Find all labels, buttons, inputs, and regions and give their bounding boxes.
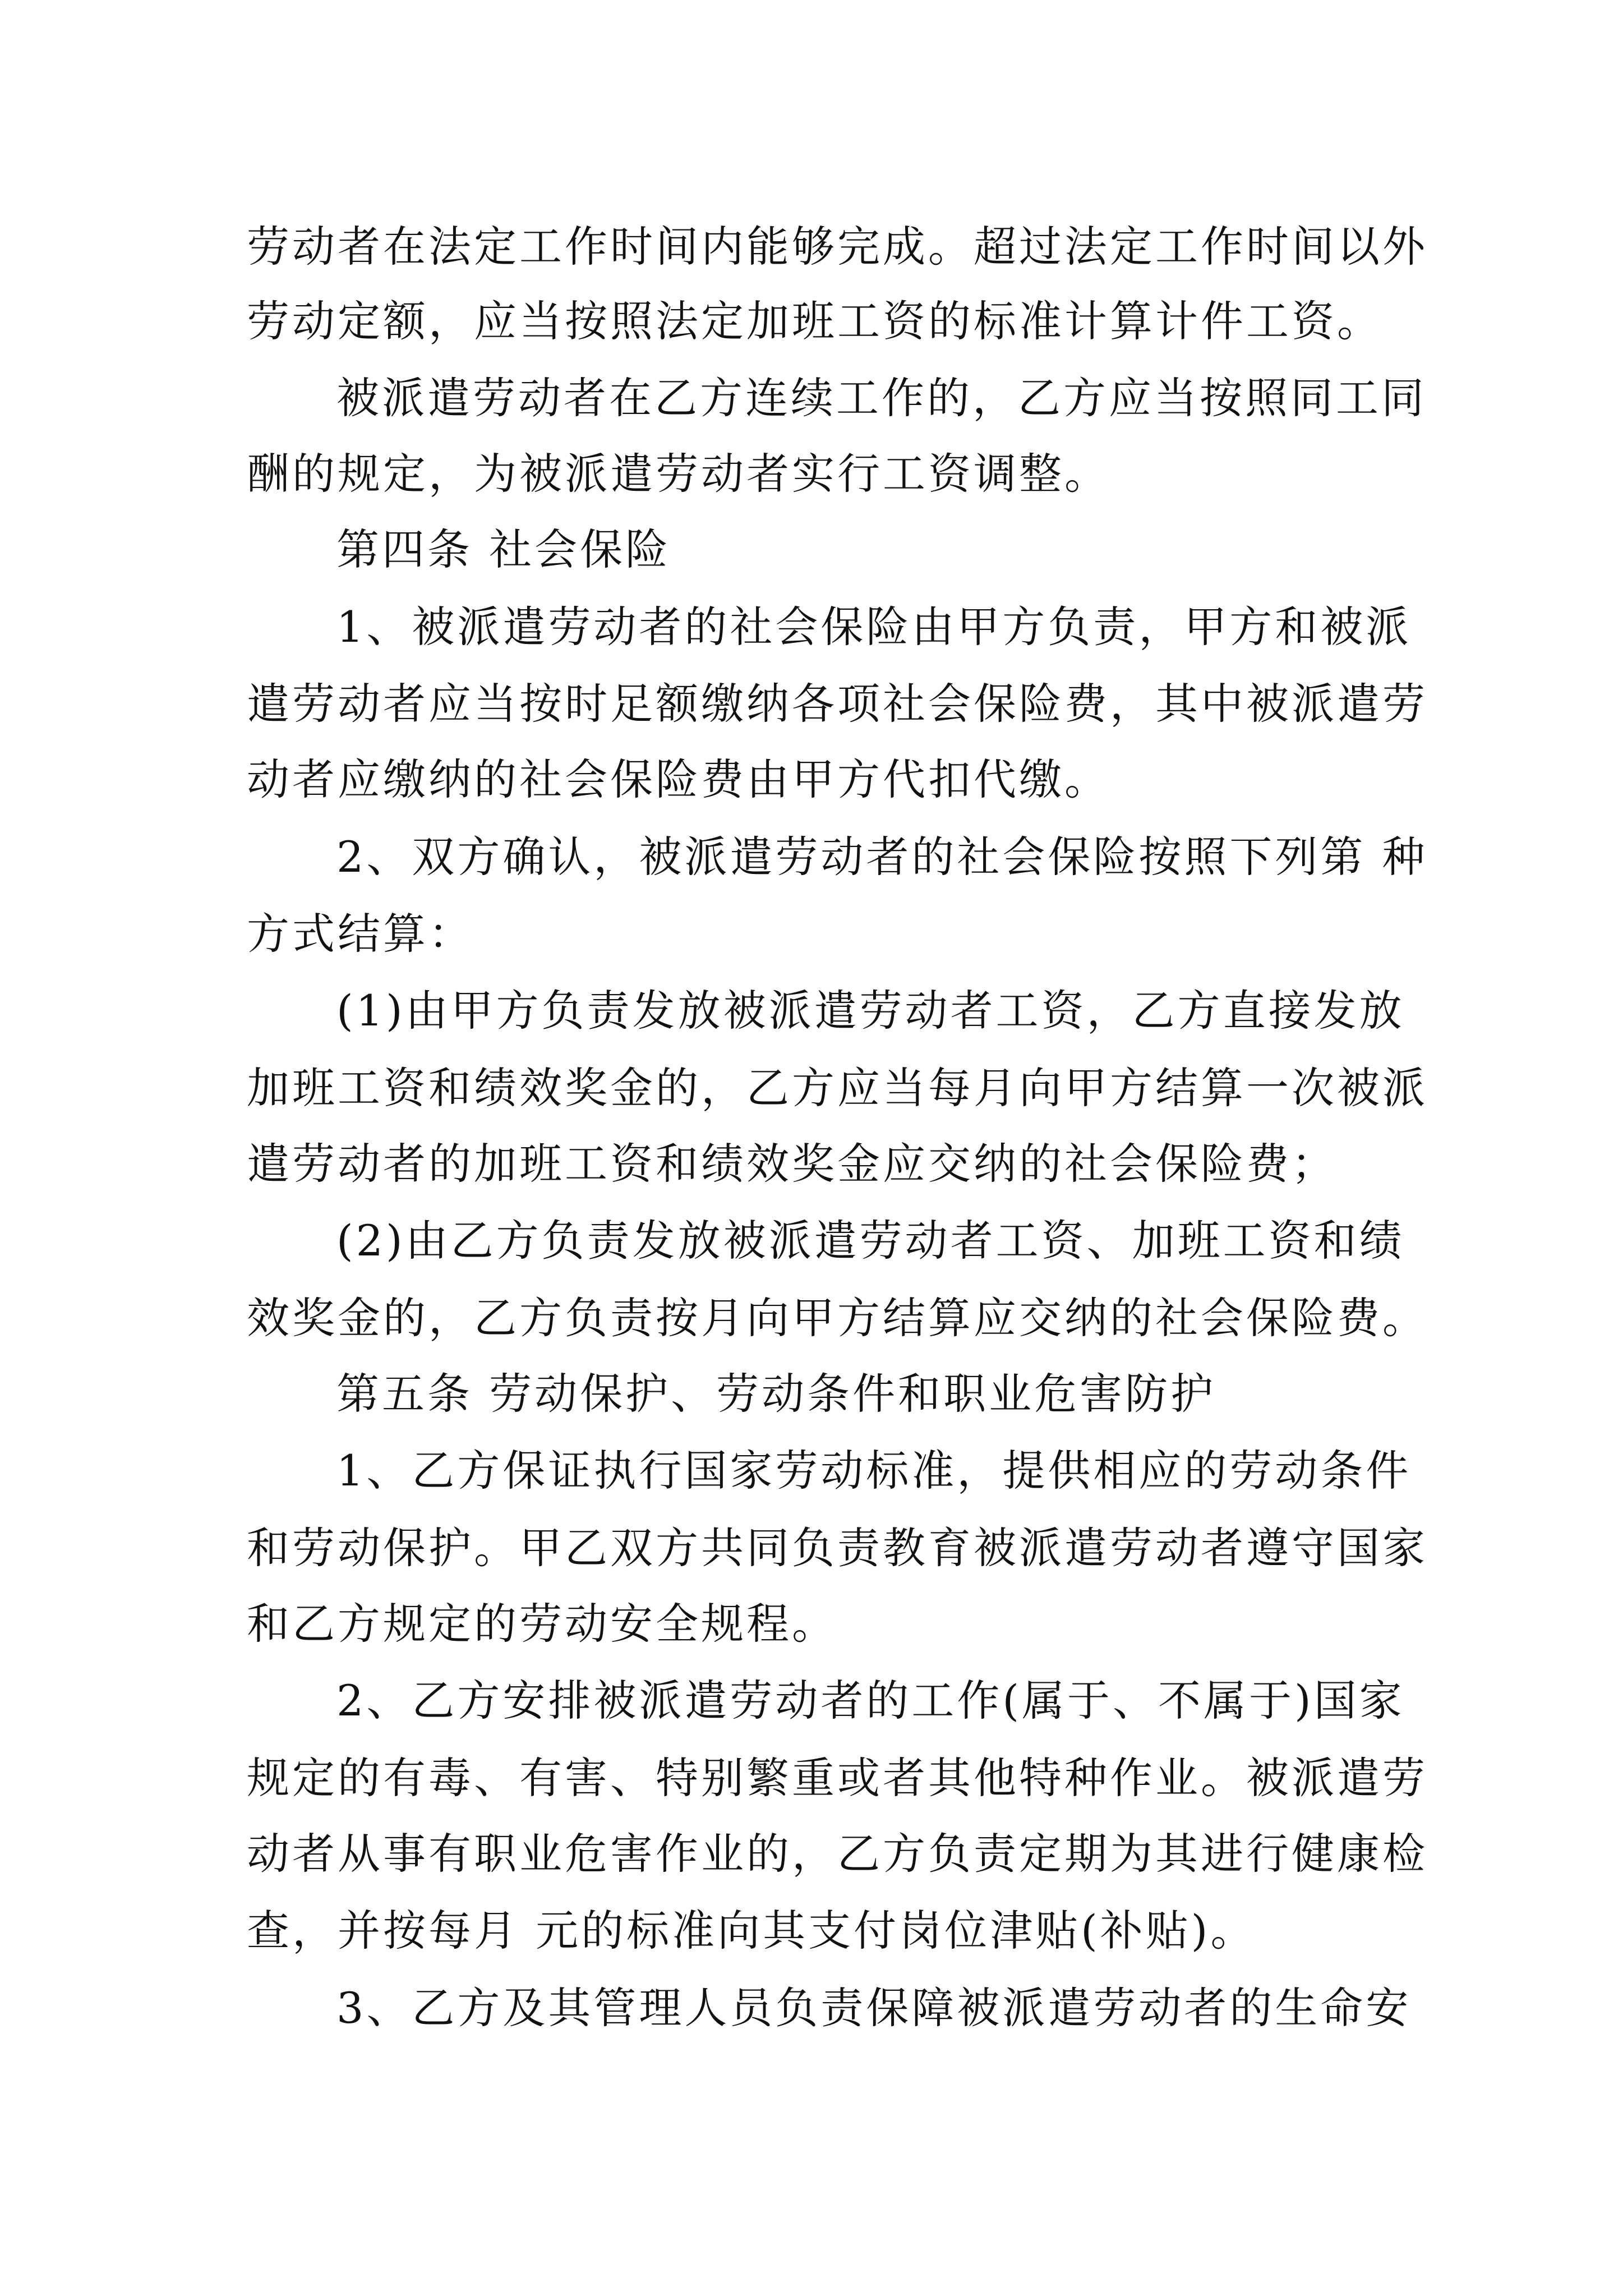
text-line-18: 和劳动保护。甲乙双方共同负责教育被派遣劳动者遵守国家 [247,1523,1428,1573]
section-heading-5: 第五条 劳动保护、劳动条件和职业危害防护 [336,1369,1216,1419]
text-line-19: 和乙方规定的劳动安全规程。 [247,1599,837,1649]
text-line-17: 1、乙方保证执行国家劳动标准，提供相应的劳动条件 [336,1446,1412,1496]
text-line-14: (2)由乙方负责发放被派遣劳动者工资、加班工资和绩 [336,1216,1405,1266]
text-line-13: 遣劳动者的加班工资和绩效奖金应交纳的社会保险费； [247,1139,1337,1189]
text-line-2: 劳动定额，应当按照法定加班工资的标准计算计件工资。 [247,296,1382,346]
text-line-24: 3、乙方及其管理人员负责保障被派遣劳动者的生命安 [336,1983,1412,2033]
text-line-8: 动者应缴纳的社会保险费由甲方代扣代缴。 [247,754,1110,804]
text-line-3: 被派遣劳动者在乙方连续工作的，乙方应当按照同工同 [336,373,1427,423]
text-line-4: 酬的规定，为被派遣劳动者实行工资调整。 [247,449,1110,499]
text-line-22: 动者从事有职业危害作业的，乙方负责定期为其进行健康检 [247,1829,1428,1879]
section-heading-4: 第四条 社会保险 [336,524,671,574]
text-line-12: 加班工资和绩效奖金的，乙方应当每月向甲方结算一次被派 [247,1063,1428,1113]
text-line-7: 遣劳动者应当按时足额缴纳各项社会保险费，其中被派遣劳 [247,679,1428,729]
text-line-21: 规定的有毒、有害、特别繁重或者其他特种作业。被派遣劳 [247,1753,1428,1803]
text-line-1: 劳动者在法定工作时间内能够完成。超过法定工作时间以外 [247,222,1428,272]
text-line-20: 2、乙方安排被派遣劳动者的工作(属于、不属于)国家 [336,1676,1405,1726]
text-line-23: 查，并按每月 元的标准向其支付岗位津贴(补贴)。 [247,1906,1256,1955]
text-line-10: 方式结算： [247,909,474,959]
text-line-9: 2、双方确认，被派遣劳动者的社会保险按照下列第 种 [336,832,1428,882]
text-line-11: (1)由甲方负责发放被派遣劳动者工资，乙方直接发放 [336,986,1405,1036]
text-line-15: 效奖金的，乙方负责按月向甲方结算应交纳的社会保险费。 [247,1293,1428,1343]
text-line-6: 1、被派遣劳动者的社会保险由甲方负责，甲方和被派 [336,602,1412,652]
